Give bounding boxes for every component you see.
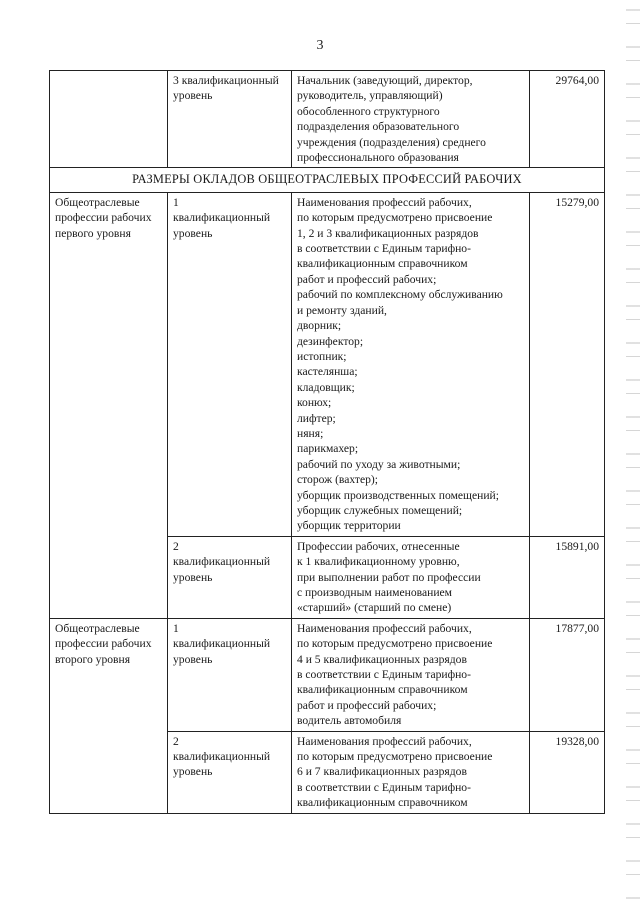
- amount-cell: 15891,00: [530, 536, 605, 618]
- description-line: водитель автомобиля: [297, 714, 402, 728]
- section-header-row: [50, 168, 605, 192]
- description-line: кладовщик;: [297, 380, 355, 394]
- description-line: руководитель, управляющий): [297, 89, 443, 103]
- level-line: квалификационный: [173, 750, 271, 764]
- description-line: в соответствии с Единым тарифно-: [297, 668, 471, 682]
- level-line: квалификационный: [173, 637, 271, 651]
- description-line: Профессии рабочих, отнесенные: [297, 539, 460, 553]
- description-line: работ и профессий рабочих;: [297, 698, 437, 712]
- table-row: [50, 192, 605, 536]
- level-line: уровень: [173, 765, 213, 779]
- section-title: РАЗМЕРЫ ОКЛАДОВ ОБЩЕОТРАСЛЕВЫХ ПРОФЕССИЙ РАБОЧИХ: [50, 168, 605, 192]
- group-name-line: профессии рабочих: [55, 211, 152, 225]
- description-line: Наименования профессий рабочих,: [297, 734, 472, 748]
- description-cell: [292, 731, 530, 813]
- level-cell: [168, 71, 292, 168]
- description-line: дворник;: [297, 319, 342, 333]
- group-name-line: Общеотраслевые: [55, 621, 140, 635]
- description-line: подразделения образовательного: [297, 120, 460, 134]
- level-cell: [168, 731, 292, 813]
- description-line: Наименования профессий рабочих,: [297, 195, 472, 209]
- description-line: истопник;: [297, 349, 347, 363]
- amount-cell: 17877,00: [530, 618, 605, 731]
- description-line: уборщик служебных помещений;: [297, 503, 463, 517]
- description-cell: [292, 536, 530, 618]
- description-line: профессионального образования: [297, 151, 459, 165]
- salary-table: [49, 70, 605, 814]
- description-cell: [292, 618, 530, 731]
- scan-edge-marks: [626, 0, 640, 905]
- description-line: уборщик территории: [297, 519, 401, 533]
- table-row: [50, 618, 605, 731]
- level-line: 1: [173, 195, 179, 209]
- description-line: рабочий по комплексному обслуживанию: [297, 288, 503, 302]
- level-line: квалификационный: [173, 211, 271, 225]
- description-line: в соответствии с Единым тарифно-: [297, 242, 471, 256]
- description-line: квалификационным справочником: [297, 683, 468, 697]
- description-line: по которым предусмотрено присвоение: [297, 211, 493, 225]
- description-line: по которым предусмотрено присвоение: [297, 750, 493, 764]
- group-name-line: профессии рабочих: [55, 637, 152, 651]
- description-cell: [292, 192, 530, 536]
- description-line: 4 и 5 квалификационных разрядов: [297, 652, 467, 666]
- description-line: квалификационным справочником: [297, 257, 468, 271]
- level-line: уровень: [173, 652, 213, 666]
- level-line: 1: [173, 621, 179, 635]
- amount-cell: 29764,00: [530, 71, 605, 168]
- group-name-line: Общеотраслевые: [55, 195, 140, 209]
- level-cell: [168, 618, 292, 731]
- table-row-top: [50, 71, 605, 168]
- description-line: и ремонту зданий,: [297, 303, 387, 317]
- level-line: 2: [173, 734, 179, 748]
- description-line: учреждения (подразделения) среднего: [297, 135, 486, 149]
- group-name-line: первого уровня: [55, 226, 131, 240]
- group-name-line: второго уровня: [55, 652, 131, 666]
- level-line: 3 квалификационный: [173, 74, 279, 87]
- description-line: Наименования профессий рабочих,: [297, 621, 472, 635]
- level-cell: [168, 192, 292, 536]
- description-cell: [292, 71, 530, 168]
- description-line: дезинфектор;: [297, 334, 364, 348]
- group-cell: [50, 192, 168, 618]
- level-line: уровень: [173, 570, 213, 584]
- group-cell: [50, 618, 168, 813]
- amount-cell: 19328,00: [530, 731, 605, 813]
- description-line: няня;: [297, 426, 324, 440]
- level-line: уровень: [173, 226, 213, 240]
- description-line: сторож (вахтер);: [297, 473, 378, 487]
- description-line: «старший» (старший по смене): [297, 601, 452, 615]
- page-number: 3: [316, 38, 324, 53]
- level-line: 2: [173, 539, 179, 553]
- description-line: квалификационным справочником: [297, 796, 468, 810]
- description-line: по которым предусмотрено присвоение: [297, 637, 493, 651]
- description-line: при выполнении работ по профессии: [297, 570, 481, 584]
- level-line: квалификационный: [173, 555, 271, 569]
- description-line: работ и профессий рабочих;: [297, 272, 437, 286]
- description-line: уборщик производственных помещений;: [297, 488, 499, 502]
- group-cell-empty: [50, 71, 168, 168]
- amount-cell: 15279,00: [530, 192, 605, 536]
- description-line: с производным наименованием: [297, 586, 453, 599]
- description-line: кастелянша;: [297, 365, 358, 379]
- description-line: Начальник (заведующий, директор,: [297, 74, 473, 87]
- description-line: конюх;: [297, 396, 332, 410]
- description-line: обособленного структурного: [297, 104, 440, 118]
- description-line: к 1 квалификационному уровню,: [297, 555, 460, 569]
- level-line: уровень: [173, 89, 213, 103]
- description-line: рабочий по уходу за животными;: [297, 457, 461, 471]
- salary-table-body: [50, 71, 605, 814]
- description-line: в соответствии с Единым тарифно-: [297, 780, 471, 794]
- description-line: 1, 2 и 3 квалификационных разрядов: [297, 226, 479, 240]
- description-line: парикмахер;: [297, 442, 359, 456]
- description-line: лифтер;: [297, 411, 336, 425]
- description-line: 6 и 7 квалификационных разрядов: [297, 765, 467, 779]
- level-cell: [168, 536, 292, 618]
